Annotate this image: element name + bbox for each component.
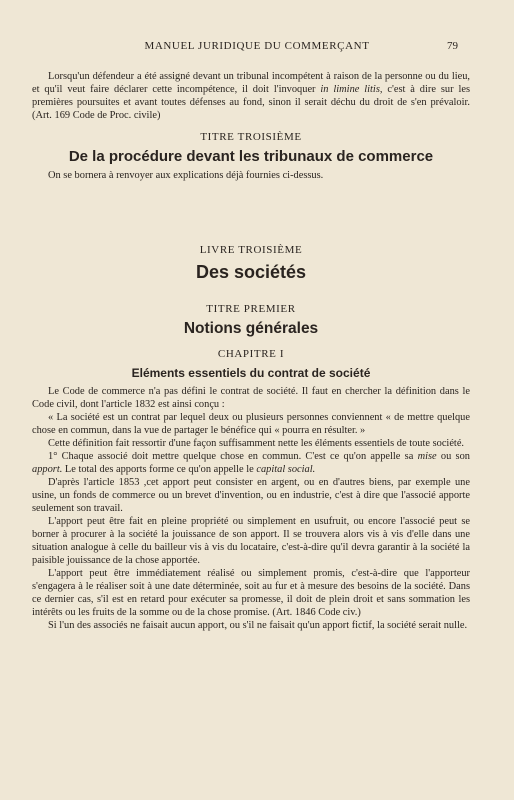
apport-text-2: ou son	[436, 451, 470, 462]
paragraph: Le Code de commerce n'a pas défini le contrat de société. Il faut en chercher la définition dans le Code civil, dont l'article 1832 est ainsi conçu :	[32, 386, 470, 410]
paragraph: Si l'un des associés ne faisait aucun apport, ou s'il ne faisait qu'un apport fictif, la société serait nulle.	[48, 620, 468, 631]
page-number: 79	[447, 40, 458, 52]
page-body	[32, 70, 470, 632]
chapitre-label: CHAPITRE I	[217, 348, 285, 360]
titre-troisieme-text: On se bornera à renvoyer aux explications déjà fournies ci-dessus.	[48, 170, 324, 181]
titre-premier-label: TITRE PREMIER	[206, 303, 296, 315]
intro-text-2: c'est à dire sur les premières poursuites et avant toutes défenses au fond, sinon il serait déchu du droit de s'en prévaloir. (Art. 169 Code de Proc. civile)	[32, 84, 470, 121]
term-capital-social: capital social.	[256, 464, 316, 475]
apport-text-3: Le total des apports forme ce qu'on appelle le	[62, 464, 257, 475]
livre-troisieme-heading: Des sociétés	[195, 262, 307, 282]
paragraph: D'après l'article 1853 ,cet apport peut consister en argent, ou en d'autres biens, par exemple une usine, un fonds de commerce ou un brevet d'invention, ou en industrie, c'est à dire que l'associé apporte seulement son travail.	[32, 477, 470, 514]
term-mise: mise	[417, 451, 437, 462]
paragraph-apport	[32, 450, 470, 476]
paragraph: L'apport peut être immédiatement réalisé ou simplement promis, c'est-à-dire que l'apporteur s'engagera à le réaliser soit à une date déterminée, soit au fur et à mesure des besoins de la société. Dans ce dernier cas, s'il est en retard pour exécuter sa promesse, il doit de plein droit et sans sommation les intérêts ou les fruits de la somme ou de la chose promise. (Art. 1846 Code civ.)	[32, 568, 470, 618]
intro-paragraph	[32, 70, 470, 122]
paragraph: Cette définition fait ressortir d'une façon suffisamment nette les éléments essentiels de toute société.	[48, 438, 465, 449]
livre-troisieme-label: LIVRE TROISIÈME	[199, 244, 303, 256]
quotation: « La société est un contrat par lequel deux ou plusieurs personnes conviennent « de mettre quelque chose en commun, dans la vue de partager le bénéfice qui « pourra en résulter. »	[32, 412, 470, 436]
titre-troisieme-heading: De la procédure devant les tribunaux de commerce	[68, 148, 434, 165]
term-apport: apport.	[32, 464, 63, 475]
chapitre-heading: Eléments essentiels du contrat de société	[131, 366, 371, 380]
intro-italic: in limine litis,	[320, 84, 383, 95]
running-title: MANUEL JURIDIQUE DU COMMERÇANT	[144, 40, 370, 52]
intro-text-1: Lorsqu'un défendeur a été assigné devant un tribunal incompétent à raison de la personne ou du lieu, et qu'il veut faire déclarer cette incompétence, il doit l'invoquer	[32, 71, 470, 95]
paragraph: L'apport peut être fait en pleine propriété ou simplement en usufruit, ou encore l'associé peut se borner à procurer à la société la jouissance de son apport. Il se trouvera alors vis à vis d'elle dans une situation analogue à celle du bailleur vis à vis du locataire, c'est-à-dire qu'il devra garantir à la société la paisible jouissance de la chose apportée.	[32, 516, 470, 566]
apport-text-1: 1° Chaque associé doit mettre quelque chose en commun. C'est ce qu'on appelle sa	[48, 451, 418, 462]
titre-premier-heading: Notions générales	[183, 320, 319, 337]
titre-troisieme-label: TITRE TROISIÈME	[200, 131, 302, 143]
running-header	[0, 40, 514, 54]
